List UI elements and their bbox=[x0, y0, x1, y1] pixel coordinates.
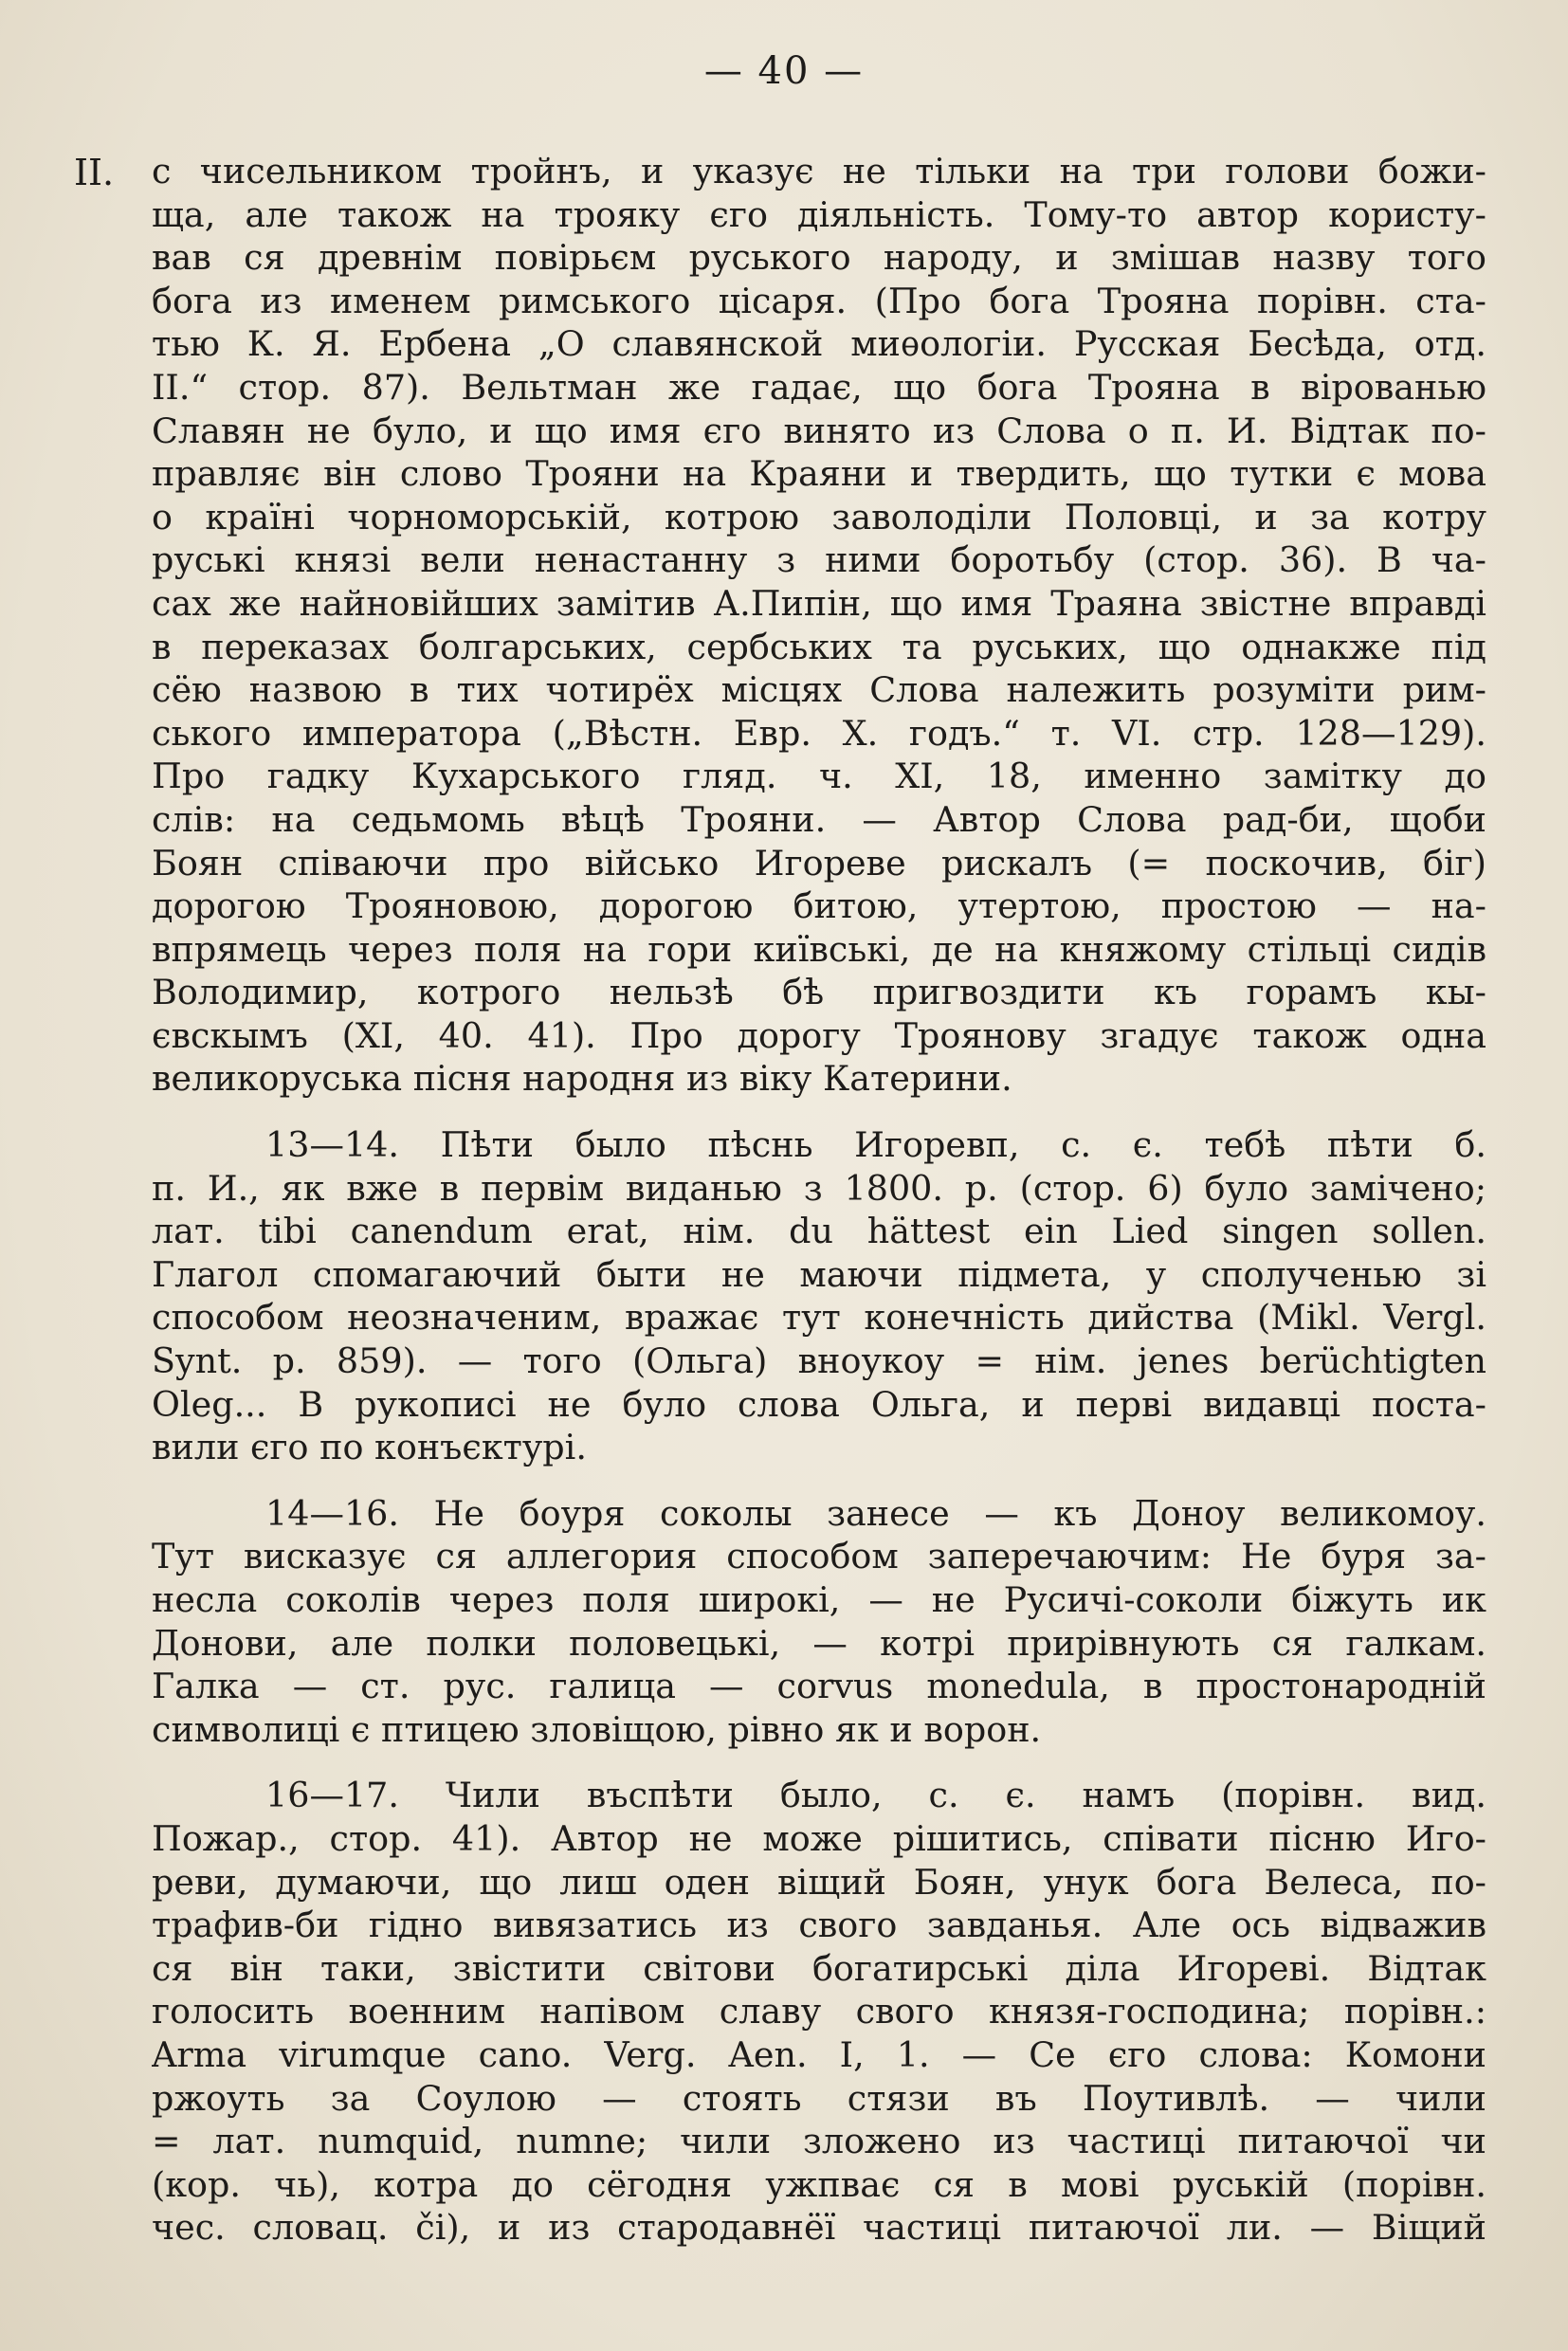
text-line: ржоуть за Соулою — стоять стязи въ Поутивлѣ. — чили bbox=[152, 2077, 1486, 2119]
text-line: Галка — ст. рус. галица — corvus monedula, в простонародній bbox=[152, 1666, 1486, 1707]
text-line: Тут висказує ся аллегория способом заперечаючим: Не буря за- bbox=[152, 1536, 1486, 1577]
text-line: слів: на седьмомь вѣцѣ Трояни. — Автор Слова рад-би, щоби bbox=[152, 798, 1486, 840]
text-line: Донови, але полки половецькі, — котрі прирівнують ся галкам. bbox=[152, 1622, 1486, 1664]
text-line: впрямець через поля на гори київські, де на княжому стільці сидів bbox=[152, 928, 1486, 970]
text-line: п. И., як вже в первім виданью з 1800. р. (стор. 6) було замічено; bbox=[152, 1167, 1486, 1209]
text-line: сах же найновійших замітив А.Пипін, що имя Траяна звістне вправді bbox=[152, 582, 1486, 624]
text-line: символиці є птицею зловіщою, рівно як и ворон. bbox=[152, 1708, 1042, 1750]
text-line: вили єго по конъєктурі. bbox=[152, 1427, 587, 1468]
paragraph-gap bbox=[152, 1751, 1486, 1774]
text-line: Пожар., стор. 41). Автор не може рішитись, співати пісню Иго- bbox=[152, 1817, 1486, 1859]
text-line: трафив-би гідно вивязатись из свого завданья. Але ось відважив bbox=[152, 1904, 1486, 1946]
text-line: Володимир, котрого нельзѣ бѣ пригвоздити къ горамъ кы- bbox=[152, 972, 1486, 1013]
text-line: о країні чорноморській, котрою заволоділи Половці, и за котру bbox=[152, 496, 1486, 538]
text-line: голосить военним напівом славу свого князя-господина; порівн.: bbox=[152, 1991, 1486, 2032]
text-line: ся він таки, звістити світови богатирські діла Игореві. Відтак bbox=[152, 1947, 1486, 1989]
text-line: Arma virumque cano. Verg. Aen. I, 1. — Се єго слова: Комони bbox=[152, 2033, 1486, 2075]
text-line: чес. словац. či), и из стародавнёї частиці питаючої ли. — Віщий bbox=[152, 2207, 1486, 2249]
text-line: вав ся древнім повірьєм руського народу, и змішав назву того bbox=[152, 237, 1486, 279]
text-line: євскымъ (XI, 40. 41). Про дорогу Троянову згадує також одна bbox=[152, 1014, 1486, 1056]
text-line: Oleg... В рукописі не було слова Ольга, и первi видавці поста- bbox=[152, 1383, 1486, 1425]
text-line: правляє він слово Трояни на Краяни и твердить, що тутки є мова bbox=[152, 453, 1486, 495]
text-line: лат. tibi canendum erat, нім. du hättest ein Lied singen sollen. bbox=[152, 1211, 1486, 1252]
text-line: ського императора („Вѣстн. Евр. X. годъ.“ т. VI. стр. 128—129). bbox=[152, 712, 1486, 754]
text-line: Про гадку Кухарського гляд. ч. XI, 18, именно замітку до bbox=[152, 756, 1486, 797]
text-line: = лат. numquid, numne; чили зложено из частиці питаючої чи bbox=[152, 2121, 1486, 2162]
text-line: Славян не було, и що имя єго винято из Слова о п. И. Відтак по- bbox=[152, 410, 1486, 451]
text-line: сёю назвою в тих чотирёх місцях Слова належить розуміти рим- bbox=[152, 669, 1486, 711]
text-line: II.“ стор. 87). Вельтман же гадає, що бога Трояна в вірованью bbox=[152, 366, 1486, 408]
text-line: в переказах болгарських, сербських та руських, що однакже під bbox=[152, 626, 1486, 667]
text-line: ща, але також на трояку єго діяльність. Тому-то автор користу- bbox=[152, 193, 1486, 235]
text-line: (кор. чь), котра до сёгодня ужпває ся в мові руській (порівн. bbox=[152, 2163, 1486, 2205]
text-line: несла соколів через поля широкі, — не Русичі-соколи біжуть ик bbox=[152, 1579, 1486, 1620]
text-line: тью К. Я. Ербена „О славянской миѳологіи. Русская Бесѣда, отд. bbox=[152, 323, 1486, 365]
text-line: Synt. p. 859). — того (Ольга) вноукоу = нім. jenes berüchtigten bbox=[152, 1340, 1486, 1382]
text-line: способом неозначеним, вражає тут конечність дийства (Mikl. Vergl. bbox=[152, 1297, 1486, 1339]
text-line: с чисельником тройнъ, и указує не тільки на три голови божи- bbox=[152, 151, 1486, 191]
text-line: дорогою Трояновою, дорогою битою, утертою, простою — на- bbox=[152, 885, 1486, 927]
text-line: бога из именем римського цісаря. (Про бога Трояна порівн. ста- bbox=[152, 280, 1486, 321]
text-line: 14—16. Не боуря соколы занесе — къ Доноу великомоу. bbox=[265, 1492, 1486, 1534]
text-line: 13—14. Пѣти было пѣснь Игоревп, с. є. тебѣ пѣти б. bbox=[265, 1124, 1486, 1166]
text-line: Боян співаючи про військо Игореве рискалъ (= поскочив, біг) bbox=[152, 842, 1486, 884]
paragraph-gap bbox=[152, 1469, 1486, 1492]
text-line: руські князі вели ненастанну з ними боротьбу (стор. 36). В ча- bbox=[152, 539, 1486, 581]
text-line: 16—17. Чили въспѣти было, с. є. намъ (порівн. вид. bbox=[265, 1775, 1486, 1816]
page-number: — 40 — bbox=[703, 49, 865, 93]
text-line: реви, думаючи, що лиш оден віщий Боян, унук бога Велеса, по- bbox=[152, 1861, 1486, 1903]
section-mark: II. bbox=[74, 152, 115, 193]
body-text bbox=[152, 150, 1486, 2250]
text-line: великоруська пісня народня из віку Катерини. bbox=[152, 1058, 1012, 1100]
paragraph-gap bbox=[152, 1101, 1486, 1123]
text-line: Глагол спомагаючий быти не маючи підмета, у сполученью зі bbox=[152, 1253, 1486, 1295]
